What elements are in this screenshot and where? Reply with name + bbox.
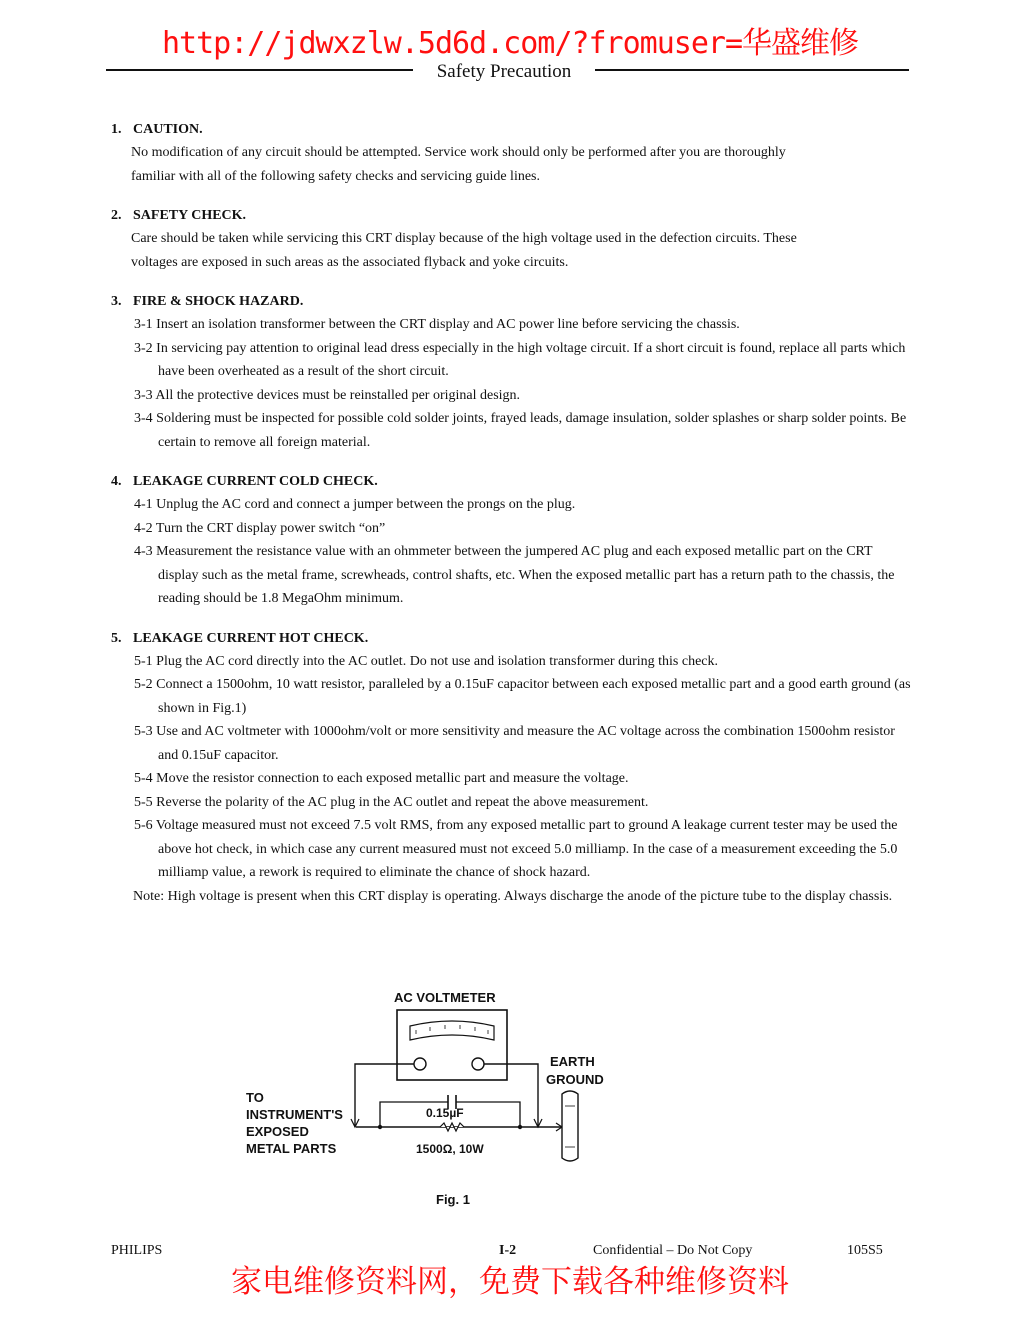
to-label-3: EXPOSED bbox=[246, 1124, 309, 1139]
section-leakage-hot bbox=[111, 627, 911, 909]
page-title: Safety Precaution bbox=[436, 61, 572, 82]
section-heading: 5. LEAKAGE CURRENT HOT CHECK. bbox=[111, 630, 369, 646]
footer-page-number: I-2 bbox=[499, 1243, 517, 1258]
section-text-line: No modification of any circuit should be attempted. Service work should only be performed after you are thoroughly bbox=[131, 145, 786, 160]
section-leakage-cold bbox=[111, 470, 911, 611]
watermark-url: http://jdwxzlw.5d6d.com/?fromuser=华盛维修 bbox=[161, 26, 859, 61]
lead-right bbox=[484, 1064, 538, 1127]
section-heading: 1. CAUTION. bbox=[111, 122, 203, 137]
list-item: 5-6 Voltage measured must not exceed 7.5 volt RMS, from any exposed metallic part to ground A leakage current tester may be used the above hot check, in which case any current measured must not exceed 5.0 milliamp. In the case of a measurement exceeding the 5.0 milliamp value, a rework is required to eliminate the chance of shock hazard. bbox=[134, 818, 898, 880]
list-item: 5-5 Reverse the polarity of the AC plug in the AC outlet and repeat the above measurement. bbox=[134, 794, 649, 810]
list-item: 5-2 Connect a 1500ohm, 10 watt resistor, paralleled by a 0.15uF capacitor between each exposed metallic part and a good earth ground (as shown in Fig.1) bbox=[134, 677, 911, 716]
page-footer bbox=[111, 1242, 891, 1260]
voltmeter-scale bbox=[410, 1021, 494, 1040]
resistor-label: 1500Ω, 10W bbox=[416, 1142, 484, 1156]
figure-caption: Fig. 1 bbox=[436, 1192, 470, 1207]
voltmeter-terminal-right bbox=[472, 1058, 484, 1070]
lead-left bbox=[355, 1064, 414, 1127]
header-rule-left bbox=[106, 69, 413, 71]
voltmeter-terminal-left bbox=[414, 1058, 426, 1070]
list-item: 4-2 Turn the CRT display power switch “on” bbox=[134, 520, 386, 536]
section-text-line: voltages are exposed in such areas as the associated flyback and yoke circuits. bbox=[131, 254, 569, 270]
section-fire-shock-hazard bbox=[111, 290, 911, 454]
document-body bbox=[111, 118, 911, 924]
section-caution bbox=[111, 118, 911, 188]
resistor-symbol bbox=[440, 1123, 464, 1131]
section-text-line: Care should be taken while servicing this CRT display because of the high voltage used in the defection circuits. These bbox=[131, 231, 797, 246]
section-heading: 2. SAFETY CHECK. bbox=[111, 208, 247, 223]
section-text-line: familiar with all of the following safety checks and servicing guide lines. bbox=[131, 168, 540, 184]
list-item: 3-1 Insert an isolation transformer between the CRT display and AC power line before servicing the chassis. bbox=[134, 317, 740, 332]
section-safety-check bbox=[111, 204, 911, 274]
section-heading: 4. LEAKAGE CURRENT COLD CHECK. bbox=[111, 474, 378, 489]
safety-note: Note: High voltage is present when this CRT display is operating. Always discharge the anode of the picture tube to the display chassis. bbox=[133, 888, 893, 904]
list-item: 5-3 Use and AC voltmeter with 1000ohm/volt or more sensitivity and measure the AC voltage across the combination 1500ohm resistor and 0.15uF capacitor. bbox=[134, 724, 895, 763]
footer-brand: PHILIPS bbox=[111, 1243, 163, 1258]
list-item: 5-4 Move the resistor connection to each exposed metallic part and measure the voltage. bbox=[134, 771, 629, 786]
footer-confidential: Confidential – Do Not Copy bbox=[593, 1243, 753, 1258]
to-label-1: TO bbox=[246, 1090, 264, 1105]
watermark-banner: 家电维修资料网，免费下载各种维修资料 bbox=[231, 1264, 789, 1300]
earth-label-1: EARTH bbox=[550, 1054, 595, 1069]
voltmeter-label: AC VOLTMETER bbox=[394, 990, 496, 1005]
to-label-4: METAL PARTS bbox=[246, 1141, 337, 1156]
earth-label-2: GROUND bbox=[546, 1072, 604, 1087]
footer-model: 105S5 bbox=[847, 1243, 883, 1258]
capacitor-label: 0.15µF bbox=[426, 1106, 464, 1120]
list-item: 3-2 In servicing pay attention to original lead dress especially in the high voltage circuit. If a short circuit is found, replace all parts which have been overheated as a result of the short circuit. bbox=[134, 340, 906, 379]
section-heading: 3. FIRE & SHOCK HAZARD. bbox=[111, 294, 304, 309]
header-rule-right bbox=[595, 69, 909, 71]
list-item: 4-1 Unplug the AC cord and connect a jumper between the prongs on the plug. bbox=[134, 497, 576, 512]
earth-ground-icon bbox=[562, 1091, 578, 1161]
list-item: 4-3 Measurement the resistance value with an ohmmeter between the jumpered AC plug and each exposed metallic part on the CRT display such as the metal frame, screwheads, control shafts, etc. When the exposed metallic part has a return path to the chassis, the reading should be 1.8 MegaOhm minimum. bbox=[134, 544, 895, 606]
fig-1-circuit-diagram bbox=[240, 982, 620, 1212]
page-header bbox=[106, 60, 909, 84]
list-item: 5-1 Plug the AC cord directly into the AC outlet. Do not use and isolation transformer during this check. bbox=[134, 653, 719, 669]
to-label-2: INSTRUMENT'S bbox=[246, 1107, 343, 1122]
list-item: 3-4 Soldering must be inspected for possible cold solder joints, frayed leads, damage insulation, solder splashes or sharp solder points. Be certain to remove all foreign material. bbox=[134, 411, 907, 450]
list-item: 3-3 All the protective devices must be reinstalled per original design. bbox=[134, 387, 521, 403]
